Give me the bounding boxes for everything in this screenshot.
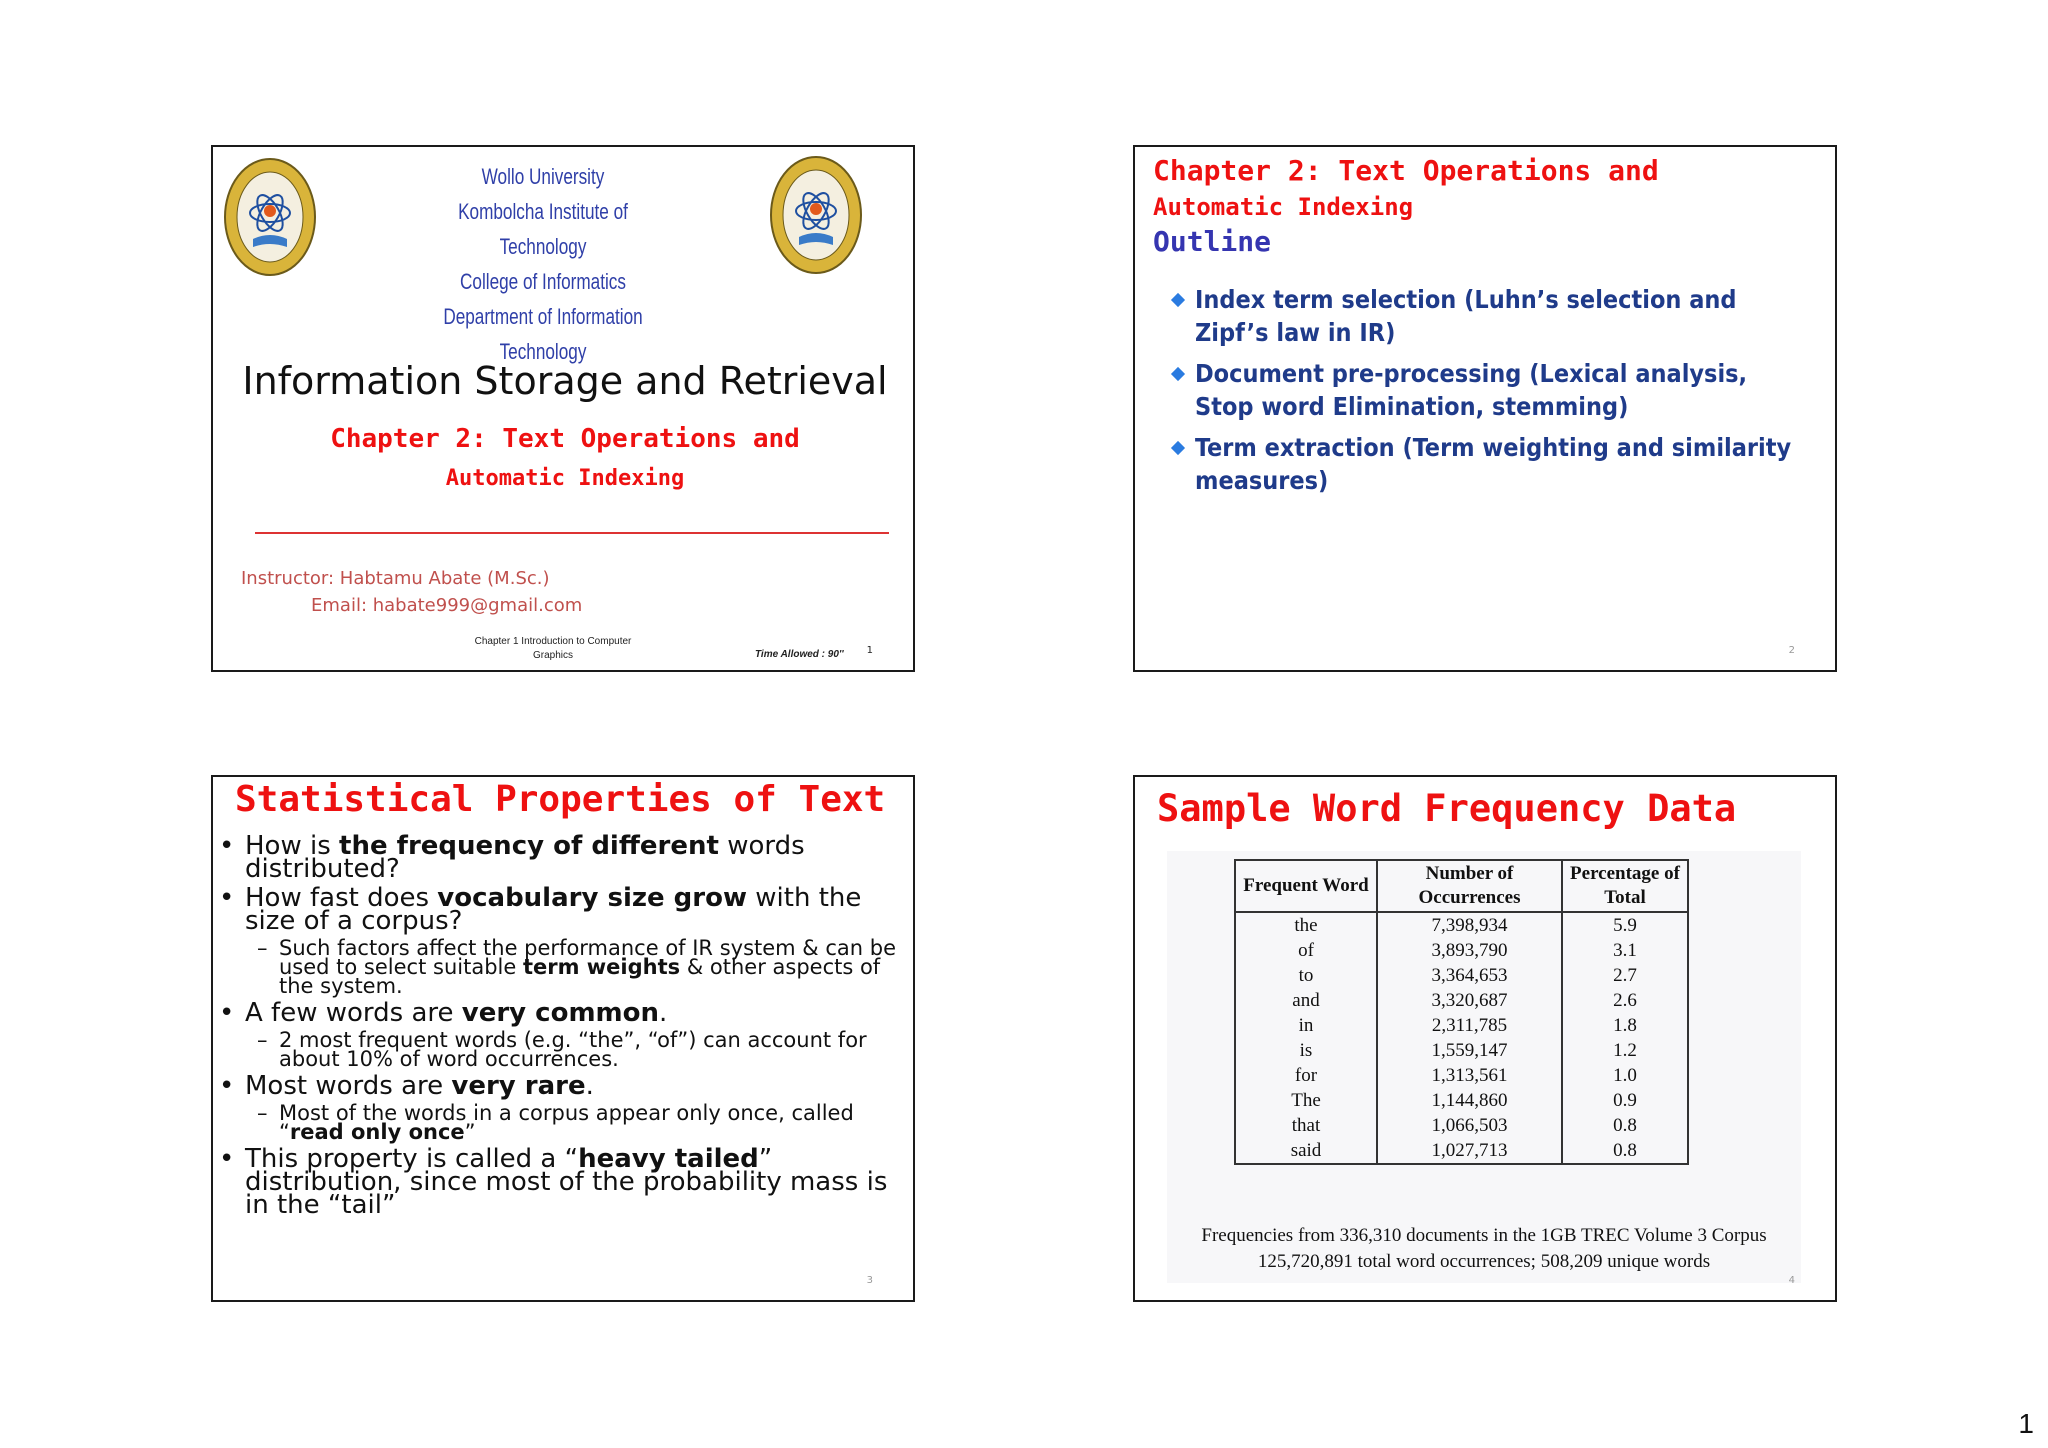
sub-list-item: – Such factors affect the performance of IR system & can be used to select suitable term weights & other aspects of the system. xyxy=(215,939,905,996)
table-row xyxy=(1235,1088,1688,1113)
list-item: • How fast does vocabulary size grow with the size of a corpus? xyxy=(215,887,905,933)
sub-list-item: – Most of the words in a corpus appear only once, called “read only once” xyxy=(215,1104,905,1142)
diamond-bullet-icon xyxy=(1171,293,1185,307)
instructor-email: Email: habate999@gmail.com xyxy=(311,595,583,616)
table-cell: 0.8 xyxy=(1562,1138,1688,1164)
slide-number: 3 xyxy=(866,1275,873,1286)
sub-list-item: – 2 most frequent words (e.g. “the”, “of”) can account for about 10% of word occurrences. xyxy=(215,1031,905,1069)
table-cell: 5.9 xyxy=(1562,912,1688,938)
table-row xyxy=(1235,963,1688,988)
table-cell: 1,066,503 xyxy=(1377,1113,1562,1138)
chapter-title-line2: Automatic Indexing xyxy=(1153,193,1414,221)
list-item: Document pre-processing (Lexical analysis, Stop word Elimination, stemming) xyxy=(1169,357,1809,423)
table-cell: and xyxy=(1235,988,1377,1013)
table-cell: in xyxy=(1235,1013,1377,1038)
table-row xyxy=(1235,1013,1688,1038)
list-item: • This property is called a “heavy tailed” distribution, since most of the probability mass is in the “tail” xyxy=(215,1148,905,1217)
diamond-bullet-icon xyxy=(1171,367,1185,381)
chapter-title xyxy=(1153,153,1659,225)
table-cell: said xyxy=(1235,1138,1377,1164)
list-item: Term extraction (Term weighting and similarity measures) xyxy=(1169,431,1809,497)
slide-title: Statistical Properties of Text xyxy=(235,779,886,820)
table-cell: 3,364,653 xyxy=(1377,963,1562,988)
table-row xyxy=(1235,988,1688,1013)
table-figure xyxy=(1167,851,1801,1283)
divider xyxy=(255,532,889,534)
university-seal-left-icon xyxy=(223,155,317,279)
table-cell: that xyxy=(1235,1113,1377,1138)
table-row xyxy=(1235,912,1688,938)
table-row xyxy=(1235,1113,1688,1138)
table-cell: 1.8 xyxy=(1562,1013,1688,1038)
university-header xyxy=(418,159,668,369)
column-header: Percentage of Total xyxy=(1562,860,1688,912)
caption-line1: Frequencies from 336,310 documents in the 1GB TREC Volume 3 Corpus xyxy=(1201,1225,1767,1246)
diamond-bullet-icon xyxy=(1171,441,1185,455)
column-header: Number of Occurrences xyxy=(1377,860,1562,912)
table-cell: 2.7 xyxy=(1562,963,1688,988)
list-item: • A few words are very common. xyxy=(215,1002,905,1025)
table-row xyxy=(1235,1063,1688,1088)
slide-number: 4 xyxy=(1788,1275,1795,1286)
slide-title: Sample Word Frequency Data xyxy=(1157,787,1737,830)
chapter-title-line1: Chapter 2: Text Operations and xyxy=(1153,154,1659,187)
table-cell: 3,893,790 xyxy=(1377,938,1562,963)
frequency-table xyxy=(1234,859,1689,1165)
table-cell: 3.1 xyxy=(1562,938,1688,963)
slide-2 xyxy=(1133,145,1837,672)
slide-footer: Chapter 1 Introduction to Computer Graphics xyxy=(474,636,632,661)
caption-line2: 125,720,891 total word occurrences; 508,209 unique words xyxy=(1257,1251,1711,1272)
table-row xyxy=(1235,938,1688,963)
list-item: Index term selection (Luhn’s selection and Zipf’s law in IR) xyxy=(1169,283,1809,349)
slide-number: 2 xyxy=(1788,645,1795,656)
table-cell: 2.6 xyxy=(1562,988,1688,1013)
table-cell: 0.9 xyxy=(1562,1088,1688,1113)
table-cell: for xyxy=(1235,1063,1377,1088)
table-cell: 7,398,934 xyxy=(1377,912,1562,938)
slide-3 xyxy=(211,775,915,1302)
table-cell: 1.2 xyxy=(1562,1038,1688,1063)
table-cell: 1,313,561 xyxy=(1377,1063,1562,1088)
department-name: Department of Information Technology xyxy=(443,304,643,364)
slide-4 xyxy=(1133,775,1837,1302)
institute-name: Kombolcha Institute of Technology xyxy=(458,199,628,259)
outline-list xyxy=(1169,283,1809,505)
list-item: • Most words are very rare. xyxy=(215,1075,905,1098)
table-cell: 1,027,713 xyxy=(1377,1138,1562,1164)
table-cell: 0.8 xyxy=(1562,1113,1688,1138)
table-cell: 3,320,687 xyxy=(1377,988,1562,1013)
slide-1 xyxy=(211,145,915,672)
university-seal-right-icon xyxy=(769,153,863,277)
slide-number: 1 xyxy=(866,645,873,656)
university-name: Wollo University xyxy=(481,164,605,189)
outline-heading: Outline xyxy=(1153,225,1272,258)
table-row xyxy=(1235,1038,1688,1063)
table-caption xyxy=(1167,1223,1801,1275)
college-name: College of Informatics xyxy=(460,269,626,294)
table-cell: 2,311,785 xyxy=(1377,1013,1562,1038)
table-cell: the xyxy=(1235,912,1377,938)
chapter-title-line2: Automatic Indexing xyxy=(445,466,685,491)
table-header-row xyxy=(1235,860,1688,912)
list-item: • How is the frequency of different words distributed? xyxy=(215,835,905,881)
bullet-list xyxy=(215,831,905,1223)
table-cell: to xyxy=(1235,963,1377,988)
time-allowed: Time Allowed : 90'' xyxy=(755,649,844,660)
page-number: 1 xyxy=(2018,1408,2034,1439)
course-title: Information Storage and Retrieval xyxy=(242,359,888,403)
table-cell: 1,144,860 xyxy=(1377,1088,1562,1113)
table-row xyxy=(1235,1138,1688,1164)
instructor-info xyxy=(241,565,582,619)
chapter-title xyxy=(213,419,915,499)
table-cell: 1.0 xyxy=(1562,1063,1688,1088)
chapter-title-line1: Chapter 2: Text Operations and xyxy=(330,424,800,454)
table-cell: is xyxy=(1235,1038,1377,1063)
column-header: Frequent Word xyxy=(1235,860,1377,912)
table-cell: The xyxy=(1235,1088,1377,1113)
instructor-name: Instructor: Habtamu Abate (M.Sc.) xyxy=(241,568,550,589)
table-cell: 1,559,147 xyxy=(1377,1038,1562,1063)
table-cell: of xyxy=(1235,938,1377,963)
